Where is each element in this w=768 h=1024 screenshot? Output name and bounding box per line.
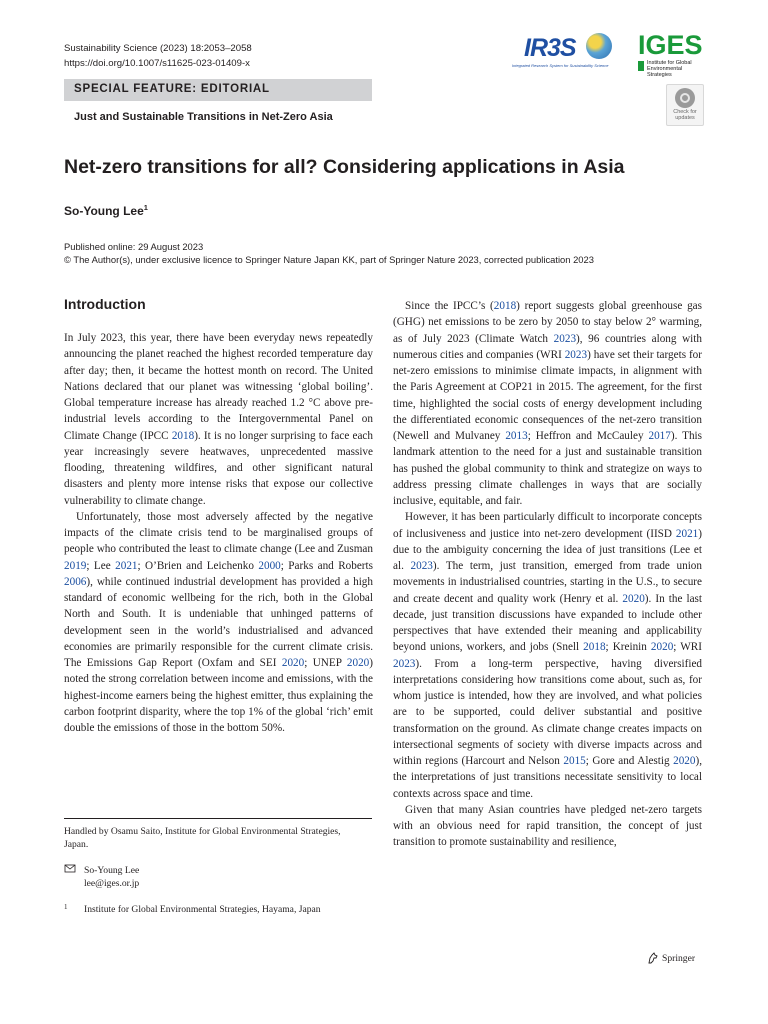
citation-link[interactable]: 2015 <box>563 755 586 767</box>
citation-link[interactable]: 2020 <box>346 657 370 669</box>
section-heading: Introduction <box>64 296 146 312</box>
paragraph-text: ). From a long-term perspective, having diversified interpretations considering how transitions come about, such as, for whom justice is intended, how they are involved, and what policies are to be supported, could deliver substantial and positive transformation on the ground. As climate change creates impacts on intersectional segments of society with diverse impacts across and within regions (Harcourt and Nelson <box>393 657 702 767</box>
paragraph-text: ; Parks and Roberts <box>280 559 373 572</box>
left-column <box>64 330 373 736</box>
check-for-updates-button[interactable] <box>666 84 704 126</box>
iges-logo-subtitle: Institute for Global Environmental Strategies <box>647 60 692 78</box>
paragraph <box>393 509 702 802</box>
paragraph-text: ), while continued industrial development has provided a high standard of economic wellbeing for the rich, both in the Global North and South. It is undeniable that unhinged patterns of development seen in the world’s industrialised and advanced economies are primarily responsible for the current climate crisis. The Emissions Gap Report (Oxfam and SEI <box>64 575 373 669</box>
paragraph-text: ; Kreinin <box>605 641 651 654</box>
citation-link[interactable]: 2023 <box>553 332 577 345</box>
feature-subtitle: Just and Sustainable Transitions in Net-Zero Asia <box>74 111 333 123</box>
paragraph-text: Unfortunately, those most adversely affected by the negative impacts of the climate crisis tend to be marginalised groups of people who contributed the least to climate change (Lee and Zusman <box>64 510 373 556</box>
citation-link[interactable]: 2018 <box>171 429 195 442</box>
paragraph-text: In July 2023, this year, there have been everyday news repeatedly announcing the planet reached the highest recorded temperature day after day; then, it became the hottest month on record. The United Nations declared that our planet was witnessing ‘global boiling’. Global temperature increase has already reached 1.2 °C above pre-industrial levels according to the Intergovernmental Panel on Climate Change (IPCC <box>64 332 373 442</box>
citation-link[interactable]: 2023 <box>393 657 416 670</box>
published-date: Published online: 29 August 2023 <box>64 241 204 252</box>
paragraph-text: ) due to the ambiguity concerning the idea of just transitions (Lee et al. <box>393 527 702 572</box>
paragraph-text: ; Lee <box>86 559 116 572</box>
globe-icon <box>586 33 612 59</box>
citation-link[interactable]: 2021 <box>675 527 699 540</box>
author-name[interactable]: So-Young Lee <box>64 204 144 218</box>
citation-link[interactable]: 2013 <box>505 430 528 442</box>
paragraph-text: ; O’Brien and Leichenko <box>137 559 259 572</box>
affiliation <box>64 903 364 916</box>
affiliation-number: 1 <box>64 903 68 911</box>
paragraph-text: ; WRI <box>673 641 702 654</box>
paragraph-text: ), 96 countries along with numerous cities and companies (WRI <box>393 332 702 361</box>
paragraph-text: ). The term, just transition, emerged from trade union movements in industrialised countries, starting in the U.S., to secure and create decent and quality work (Henry et al. <box>393 560 702 605</box>
paragraph-text: ; Heffron and McCauley <box>527 430 649 442</box>
publisher-name: Springer <box>662 952 696 964</box>
citation-link[interactable]: 2018 <box>493 300 517 312</box>
paragraph-text: ) report suggests global greenhouse gas (GHG) net emissions to be zero by 2050 to stay below 2° warming, as of July 2023 (Climate Watch <box>393 300 702 345</box>
paragraph-text: Since the IPCC’s ( <box>405 300 494 312</box>
update-icon <box>675 88 695 108</box>
citation-link[interactable]: 2017 <box>648 430 671 442</box>
corresponding-author-email[interactable]: lee@iges.or.jp <box>84 878 140 889</box>
paragraph <box>64 330 373 509</box>
journal-citation: Sustainability Science (2023) 18:2053–2058 <box>64 43 252 54</box>
paragraph-text: Given that many Asian countries have pledged net-zero targets with an obvious need for rapid transition, the concept of just transition to promote sustainability and resilience, <box>393 803 702 849</box>
paragraph <box>393 298 702 509</box>
feature-banner <box>64 79 372 101</box>
handled-by-note: Handled by Osamu Saito, Institute for Global Environmental Strategies, Japan. <box>64 826 341 850</box>
springer-horse-icon <box>647 952 659 964</box>
author-affiliation-marker: 1 <box>143 203 148 212</box>
citation-link[interactable]: 2021 <box>115 559 138 572</box>
paragraph-text: ), the interpretations of just transitions necessitate sensitivity to local contexts across space and time. <box>393 755 702 800</box>
ir3s-logo-subtitle: Integrated Research System for Sustainability Science <box>512 63 609 68</box>
iges-logo-bar <box>638 61 644 71</box>
citation-link[interactable]: 2023 <box>564 348 588 361</box>
paragraph-text: ; UNEP <box>304 657 347 669</box>
paragraph-text: ; Gore and Alestig <box>585 755 674 767</box>
journal-info <box>64 41 252 71</box>
author-line <box>64 203 148 218</box>
iges-logo: IGES <box>638 30 703 60</box>
paragraph <box>64 509 373 737</box>
citation-link[interactable]: 2020 <box>281 657 305 669</box>
footnote-divider <box>64 818 372 819</box>
citation-link[interactable]: 2019 <box>64 559 87 572</box>
publisher-logos <box>512 30 704 78</box>
paragraph-text: However, it has been particularly difficult to incorporate concepts of inclusiveness and justice into net-zero development (IISD <box>393 511 702 540</box>
paragraph-text: ) have set their targets for net-zero emissions to minimise climate impacts, in alignment with the Paris Agreement at COP21 in 2015. The agreement, for the first time, highlighted the social costs of energy development including the differentiated economic consequences of the net-zero transition (Newell and Mulvaney <box>393 348 703 442</box>
article-title: Net-zero transitions for all? Considering applications in Asia <box>64 156 625 178</box>
ir3s-logo: IR3S <box>524 34 576 62</box>
doi-link[interactable]: https://doi.org/10.1007/s11625-023-01409-x <box>64 58 250 69</box>
citation-link[interactable]: 2020 <box>673 755 696 767</box>
citation-link[interactable]: 2000 <box>258 559 281 572</box>
paragraph-text: ) noted the strong correlation between income and emissions, with the highest-income earners being the highest emitter, thus explaining the carbon footprint disparity, where the top 1% of the global ‘rich’ emit double the emissions of those in the bottom 50%. <box>64 657 373 734</box>
springer-footer <box>647 952 695 964</box>
paragraph-text: ). It is no longer surprising to face each year increasingly severe heatwaves, unprecedented massive flooding, threatening wildfires, and other significant natural disasters and plenty more intense risks that expose our collective vulnerability to climate change. <box>64 429 373 507</box>
citation-link[interactable]: 2020 <box>622 592 645 605</box>
paragraph <box>393 802 702 851</box>
copyright-line: © The Author(s), under exclusive licence to Springer Nature Japan KK, part of Springer Nature 2023, corrected publication 2023 <box>64 254 594 265</box>
paragraph-text: ). In the last decade, just transition discussions have expanded to include other perspectives that have extended their meaning and applicability beyond unions, workers, and jobs (Snell <box>393 592 702 654</box>
publication-info <box>64 240 594 266</box>
citation-link[interactable]: 2006 <box>64 575 87 588</box>
citation-link[interactable]: 2023 <box>410 560 433 572</box>
citation-link[interactable]: 2020 <box>650 641 674 654</box>
envelope-icon <box>64 864 76 873</box>
paragraph-text: ). This landmark attention to the need for a just and sustainable transition has pushed the global community to think and strategize on ways to address pressing climate challenges in ways that are socially inclusive, equitable, and fair. <box>393 430 702 507</box>
check-for-updates-label: Check for updates <box>673 109 697 121</box>
right-column <box>393 298 702 851</box>
affiliation-text: Institute for Global Environmental Strategies, Hayama, Japan <box>84 904 321 915</box>
corresponding-author-name: So-Young Lee <box>84 865 140 876</box>
citation-link[interactable]: 2018 <box>583 641 606 654</box>
feature-label: SPECIAL FEATURE: EDITORIAL <box>74 83 270 95</box>
